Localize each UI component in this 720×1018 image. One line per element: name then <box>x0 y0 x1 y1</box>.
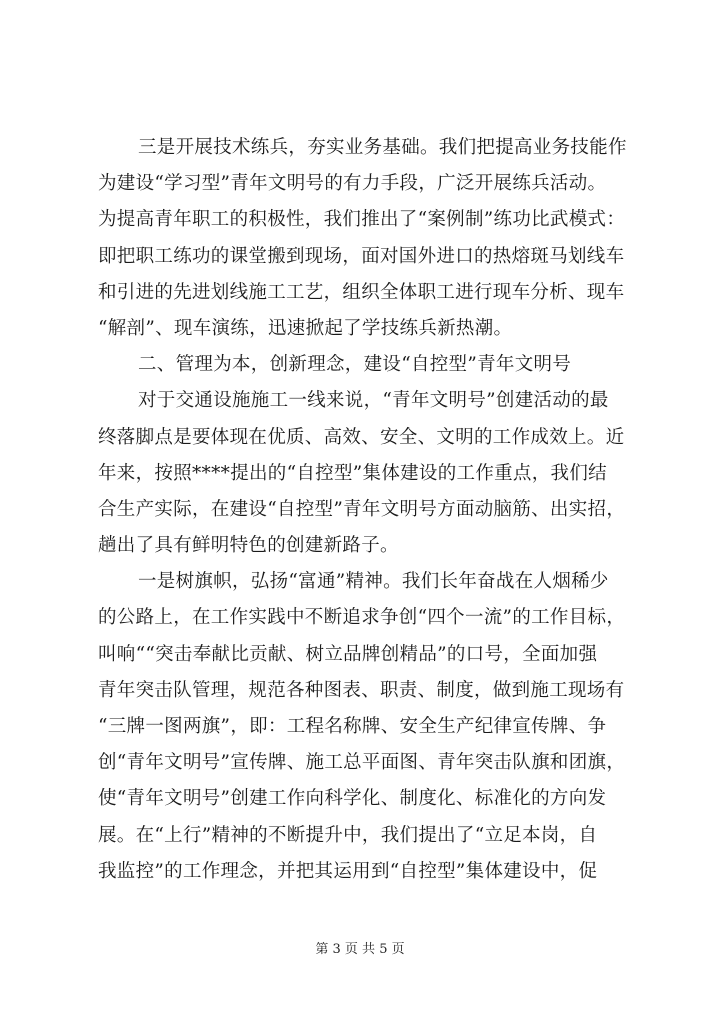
paragraph-line: 为提高青年职工的积极性，我们推出了“案例制”练功比武模式： <box>98 209 626 231</box>
paragraph-line: 即把职工练功的课堂搬到现场，面对国外进口的热熔斑马划线车 <box>98 245 625 267</box>
paragraph-line: 我监控”的工作理念，并把其运用到“自控型”集体建设中，促 <box>98 860 598 882</box>
paragraph-line: 展。在“上行”精神的不断提升中，我们提出了“立足本岗，自 <box>98 824 598 846</box>
paragraph-line: 青年突击队管理，规范各种图表、职责、制度，做到施工现场有 <box>98 679 625 701</box>
paragraph-line: 趟出了具有鲜明特色的创建新路子。 <box>98 535 399 557</box>
paragraph-line: 年来，按照****提出的“自控型”集体建设的工作重点，我们结 <box>98 462 607 484</box>
paragraph-line: 叫响““突击奉献比贡献、树立品牌创精品”的口号，全面加强 <box>98 643 598 665</box>
paragraph-line: 和引进的先进划线施工工艺，组织全体职工进行现车分析、现车 <box>98 281 625 303</box>
paragraph-line: 一是树旗帜，弘扬“富通”精神。我们长年奋战在人烟稀少 <box>138 571 609 593</box>
page-footer <box>0 938 720 957</box>
paragraph-line: 的公路上，在工作实践中不断追求争创“四个一流”的工作目标， <box>98 607 626 629</box>
paragraph-line: “解剖”、现车演练，迅速掀起了学技练兵新热潮。 <box>98 317 513 339</box>
paragraph-line: 三是开展技术练兵，夯实业务基础。我们把提高业务技能作 <box>138 137 627 158</box>
paragraph-line: 创“青年文明号”宣传牌、施工总平面图、青年突击队旗和团旗， <box>98 752 626 774</box>
paragraph-line: 为建设“学习型”青年文明号的有力手段，广泛开展练兵活动。 <box>98 173 607 195</box>
paragraph-line: 终落脚点是要体现在优质、高效、安全、文明的工作成效上。近 <box>98 426 625 448</box>
paragraph-line: 使“青年文明号”创建工作向科学化、制度化、标准化的方向发 <box>98 788 607 810</box>
paragraph-line: “三牌一图两旗”，即：工程名称牌、安全生产纪律宣传牌、争 <box>98 716 607 737</box>
page-number-label: 第 3 页 共 5 页 <box>315 942 405 957</box>
paragraph-line: 合生产实际，在建设“自控型”青年文明号方面动脑筋、出实招， <box>98 498 626 520</box>
section-heading: 二、管理为本，创新理念，建设“自控型”青年文明号 <box>138 354 572 376</box>
body-text <box>98 130 638 890</box>
paragraph-line: 对于交通设施施工一线来说，“青年文明号”创建活动的最 <box>138 390 609 412</box>
